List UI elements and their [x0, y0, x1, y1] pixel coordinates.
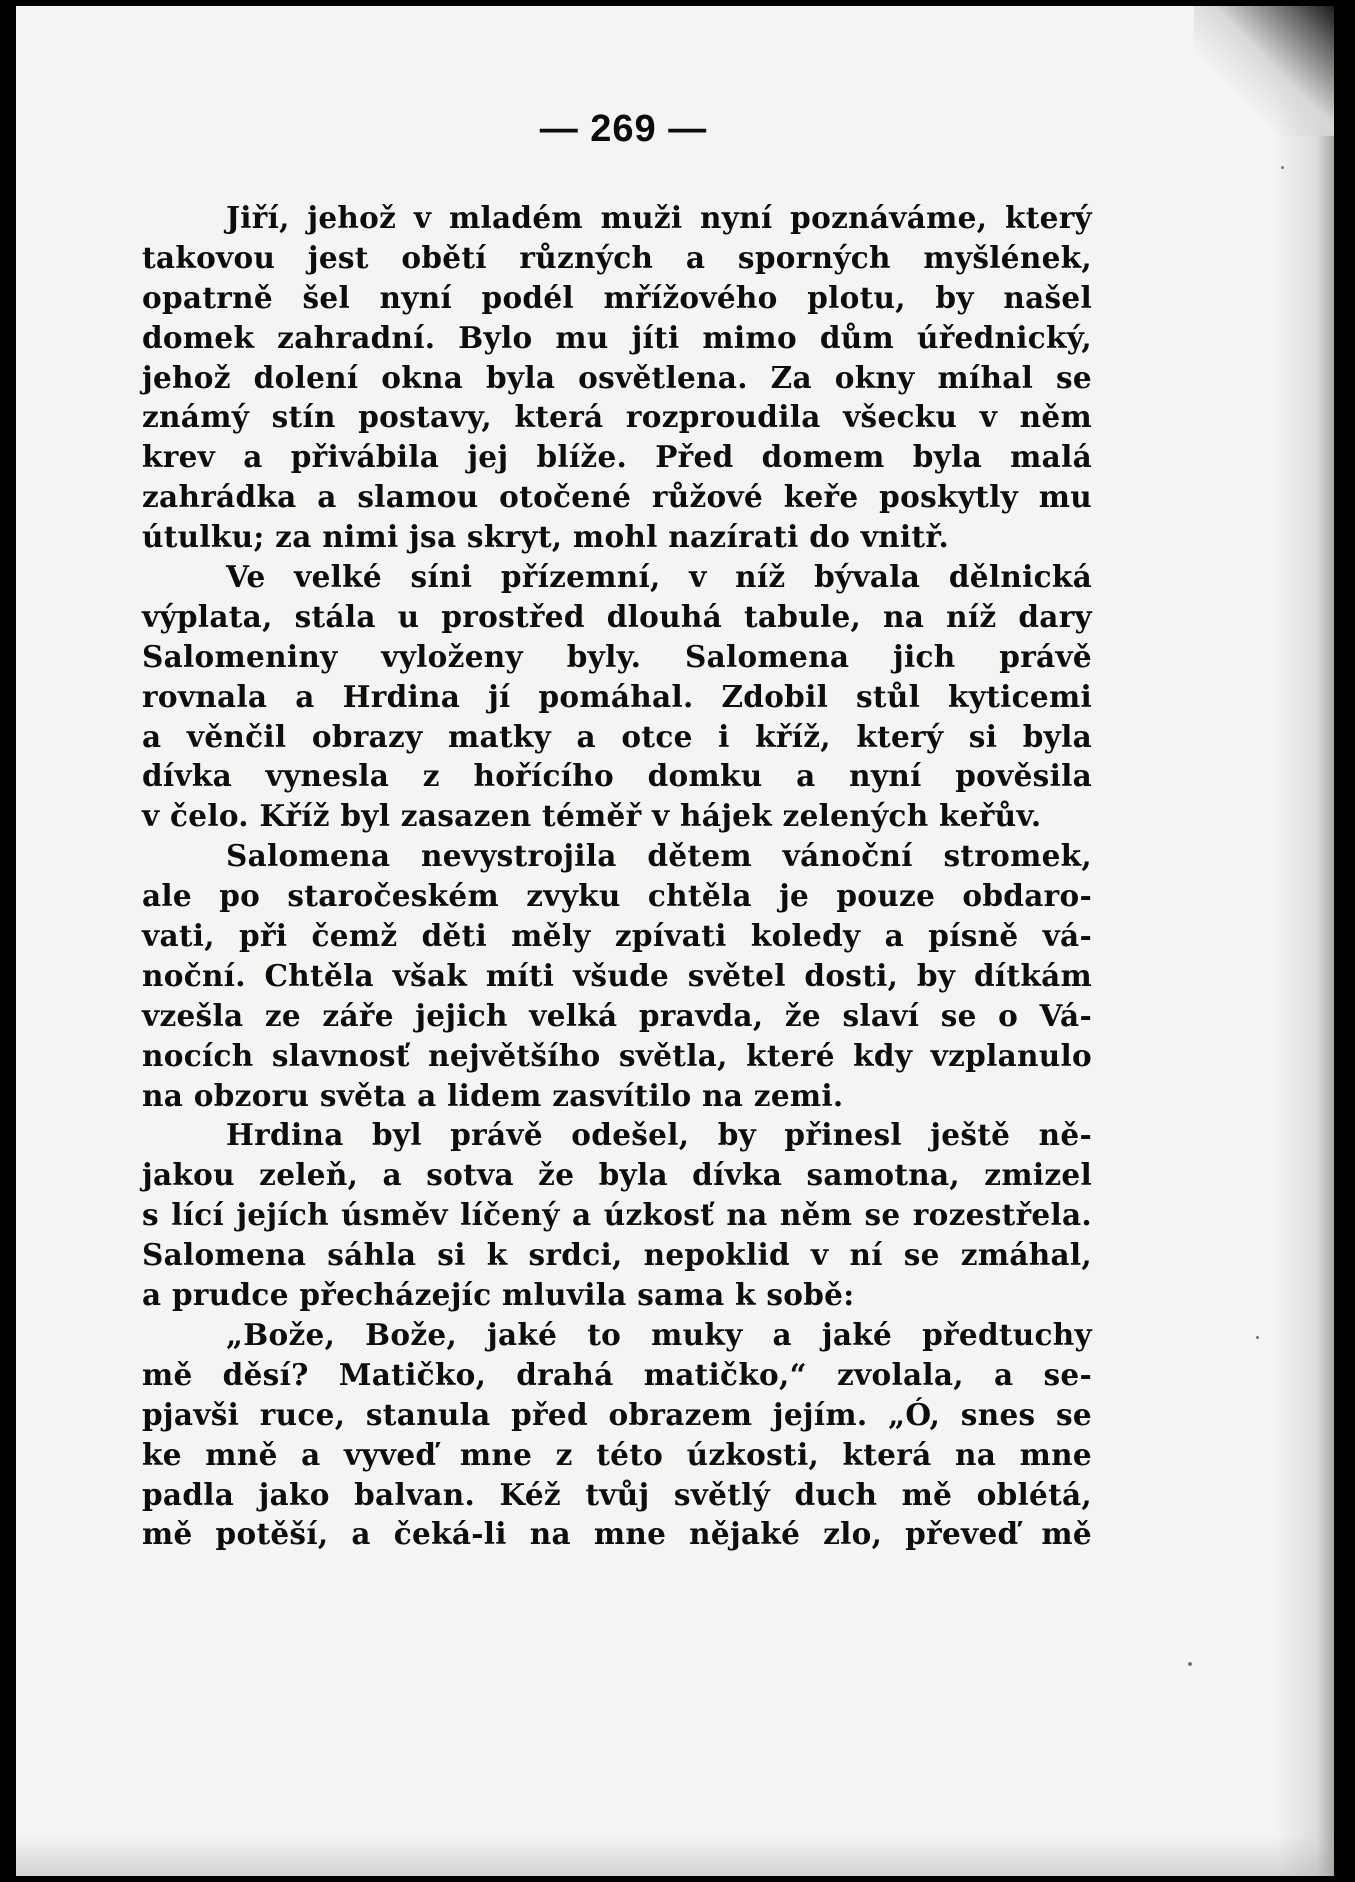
text-line: Salomena nevystrojila dětem vánoční stromek, — [226, 838, 1092, 874]
text-line: ke mně a vyveď mne z této úzkosti, která na mne — [142, 1436, 1092, 1472]
text-line: pjavši ruce, stanula před obrazem jejím. „Ó, snes se — [142, 1396, 1092, 1432]
text-line: Salomena sáhla si k srdci, nepoklid v ní se zmáhal, — [142, 1237, 1092, 1273]
text-line: jehož dolení okna byla osvětlena. Za okny míhal se — [142, 359, 1092, 395]
body-text — [142, 198, 1092, 1554]
paper-speck — [1256, 1336, 1259, 1339]
text-line: ale po staročeském zvyku chtěla je pouze obdaro- — [142, 878, 1092, 914]
text-line: domek zahradní. Bylo mu jíti mimo dům úřednický, — [142, 319, 1092, 355]
text-line: na obzoru světa a lidem zasvítilo na zemi. — [142, 1077, 844, 1113]
text-line: výplata, stála u prostřed dlouhá tabule, na níž dary — [142, 598, 1092, 634]
book-page — [16, 6, 1334, 1876]
text-line: krev a přivábila jej blíže. Před domem byla malá — [142, 439, 1092, 475]
text-line: zahrádka a slamou otočené růžové keře poskytly mu — [142, 479, 1092, 515]
text-line: a prudce přecházejíc mluvila sama k sobě: — [142, 1277, 855, 1313]
text-line: jakou zeleň, a sotva že byla dívka samotna, zmizel — [142, 1157, 1092, 1193]
text-line: mě děsí? Matičko, drahá matičko,“ zvolala, a se- — [142, 1356, 1092, 1392]
text-line: útulku; za nimi jsa skryt, mohl nazírati do vnitř. — [142, 519, 950, 555]
text-line: vati, při čemž děti měly zpívati koledy a písně vá- — [142, 918, 1092, 954]
page-bottom-shadow — [16, 1836, 1334, 1876]
text-line: mě potěší, a čeká-li na mne nějaké zlo, převeď mě — [142, 1516, 1092, 1552]
text-line: „Bože, Bože, jaké to muky a jaké předtuchy — [226, 1316, 1092, 1352]
text-line: padla jako balvan. Kéž tvůj světlý duch mě oblétá, — [142, 1476, 1092, 1512]
page-edge-shadow — [1276, 6, 1334, 1876]
text-line: vzešla ze záře jejich velká pravda, že slaví se o Vá- — [142, 997, 1092, 1033]
text-line: noční. Chtěla však míti všude světel dosti, by dítkám — [142, 957, 1092, 993]
text-line: Hrdina byl právě odešel, by přinesl ještě ně- — [226, 1117, 1092, 1153]
text-line: Ve velké síni přízemní, v níž bývala dělnická — [226, 559, 1092, 595]
text-line: v čelo. Kříž byl zasazen téměř v hájek zelených keřův. — [142, 798, 1042, 834]
text-line: takovou jest obětí různých a sporných myšlének, — [142, 239, 1092, 275]
text-line: nocích slavnosť největšího světla, které kdy vzplanulo — [142, 1037, 1092, 1073]
page-number: — 269 — — [539, 108, 708, 150]
text-line: známý stín postavy, která rozproudila všecku v něm — [142, 399, 1092, 435]
text-line: opatrně šel nyní podél mřížového plotu, by našel — [142, 279, 1092, 315]
paper-speck — [1188, 1662, 1192, 1666]
text-line: dívka vynesla z hořícího domku a nyní pověsila — [142, 758, 1092, 794]
text-line: Jiří, jehož v mladém muži nyní poznáváme, který — [226, 200, 1092, 235]
text-line: Salomeniny vyloženy byly. Salomena jich právě — [142, 638, 1092, 674]
text-line: a věnčil obrazy matky a otce i kříž, který si byla — [142, 718, 1092, 754]
paper-speck — [1281, 166, 1284, 169]
text-line: s lící jejích úsměv líčený a úzkosť na něm se rozestřela. — [142, 1197, 1092, 1233]
text-line: rovnala a Hrdina jí pomáhal. Zdobil stůl kyticemi — [142, 678, 1092, 714]
